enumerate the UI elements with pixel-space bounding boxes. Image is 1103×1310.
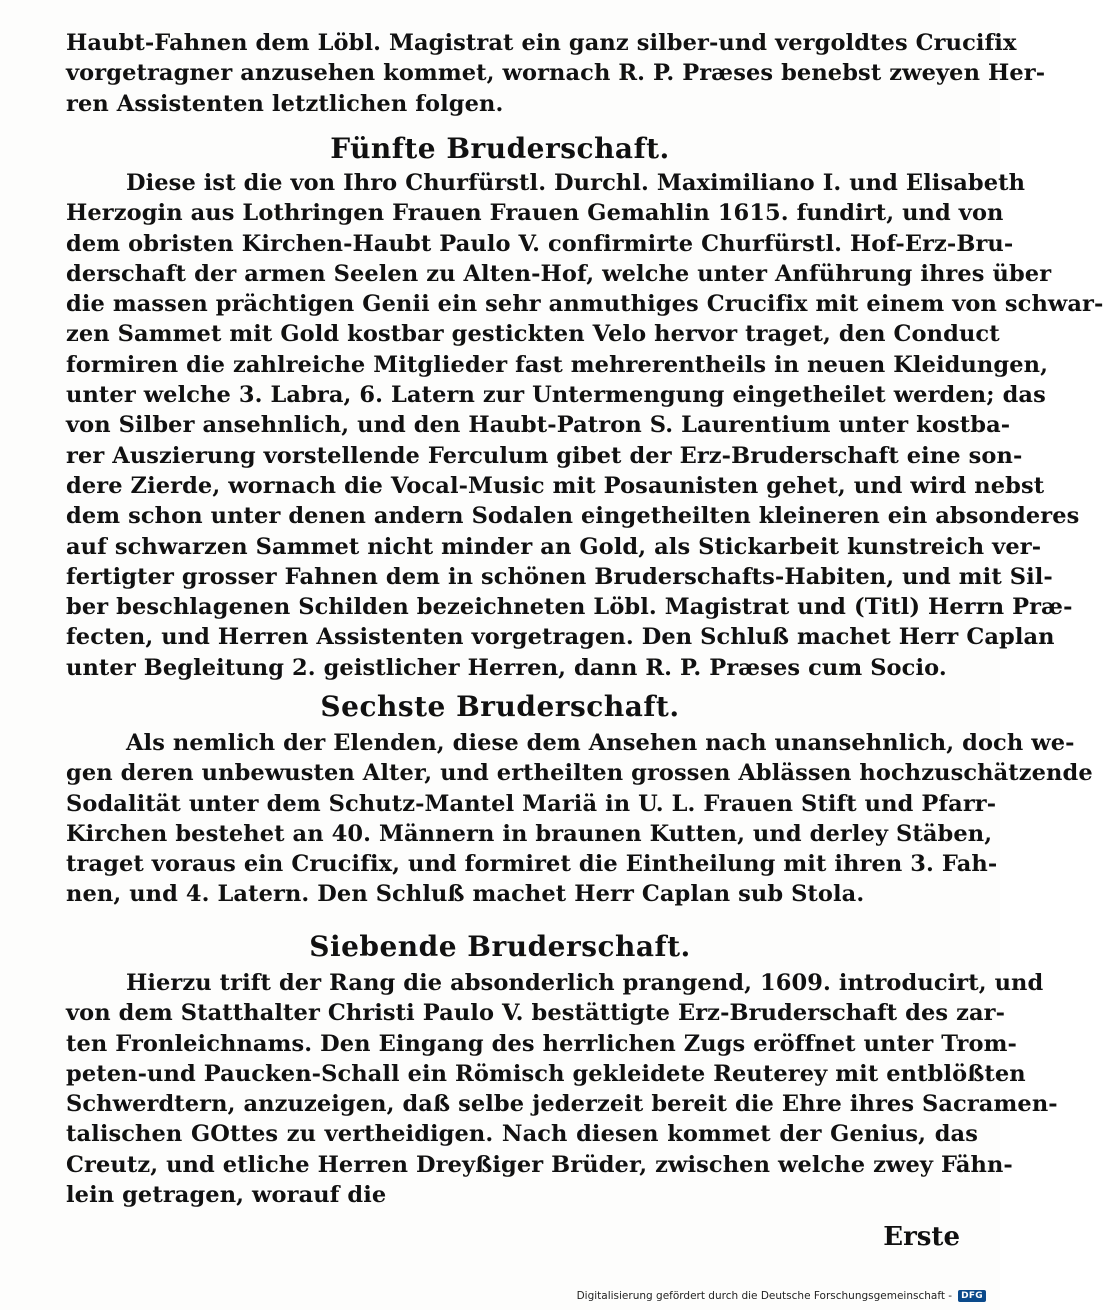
section-body-siebende: [66, 968, 1058, 1210]
text-line: unter Begleitung 2. geistlicher Herren, dann R. P. Præses cum Socio.: [66, 654, 947, 681]
text-line: Creutz, und etliche Herren Dreyßiger Brüder, zwischen welche zwey Fähn-: [66, 1151, 1013, 1178]
text-line: talischen GOttes zu vertheidigen. Nach diesen kommet der Genius, das: [66, 1121, 978, 1148]
text-line: unter welche 3. Labra, 6. Latern zur Untermengung eingetheilet werden; das: [66, 382, 1046, 409]
text-line: Hierzu trift der Rang die absonderlich prangend, 1609. introducirt, und: [126, 970, 1044, 996]
text-line: ren Assistenten letztlichen folgen.: [66, 90, 504, 117]
digitization-footer: [577, 1290, 986, 1302]
text-line: gen deren unbewusten Alter, und ertheilten grossen Ablässen hochzuschätzende: [66, 760, 1093, 787]
intro-paragraph: [66, 28, 1046, 119]
text-line: Sodalität unter dem Schutz-Mantel Mariä in U. L. Frauen Stift und Pfarr-: [66, 790, 997, 817]
text-line: fertigter grosser Fahnen dem in schönen Bruderschafts-Habiten, und mit Sil-: [66, 563, 1053, 590]
dfg-logo-icon: DFG: [958, 1290, 986, 1302]
text-line: formiren die zahlreiche Mitglieder fast mehrerentheils in neuen Kleidungen,: [66, 351, 1049, 378]
text-line: die massen prächtigen Genii ein sehr anmuthiges Crucifix mit einem von schwar-: [66, 291, 1103, 318]
section-heading-sechste: Sechste Bruderschaft.: [320, 690, 680, 723]
text-line: fecten, und Herren Assistenten vorgetragen. Den Schluß machet Herr Caplan: [66, 624, 1055, 651]
section-heading-siebende: Siebende Bruderschaft.: [309, 930, 691, 963]
text-line: traget voraus ein Crucifix, und formiret die Eintheilung mit ihren 3. Fah-: [66, 851, 998, 878]
text-line: Haubt-Fahnen dem Löbl. Magistrat ein ganz silber-und vergoldtes Crucifix: [66, 30, 1017, 56]
text-line: peten-und Paucken-Schall ein Römisch gekleidete Reuterey mit entblößten: [66, 1060, 1026, 1087]
text-line: dem schon unter denen andern Sodalen eingetheilten kleineren ein absonderes: [66, 503, 1080, 530]
text-line: Als nemlich der Elenden, diese dem Ansehen nach unansehnlich, doch we-: [126, 730, 1075, 756]
footer-text: Digitalisierung gefördert durch die Deutsche Forschungsgemeinschaft -: [576, 1290, 953, 1302]
text-line: von Silber ansehnlich, und den Haubt-Patron S. Laurentium unter kostba-: [66, 412, 1011, 439]
text-line: lein getragen, worauf die: [66, 1182, 387, 1209]
text-line: dem obristen Kirchen-Haubt Paulo V. confirmirte Churfürstl. Hof-Erz-Bru-: [66, 230, 1014, 257]
text-line: rer Auszierung vorstellende Ferculum gibet der Erz-Bruderschaft eine son-: [66, 442, 1023, 469]
text-line: vorgetragner anzusehen kommet, wornach R. P. Præses benebst zweyen Her-: [66, 60, 1046, 87]
text-line: Herzogin aus Lothringen Frauen Frauen Gemahlin 1615. fundirt, und von: [66, 200, 1004, 227]
section-body-sechste: [66, 728, 1093, 910]
text-line: derschaft der armen Seelen zu Alten-Hof, welche unter Anführung ihres über: [66, 260, 1052, 287]
text-line: dere Zierde, wornach die Vocal-Music mit Posaunisten gehet, und wird nebst: [66, 472, 1045, 499]
text-line: nen, und 4. Latern. Den Schluß machet Herr Caplan sub Stola.: [66, 881, 865, 908]
text-line: ber beschlagenen Schilden bezeichneten Löbl. Magistrat und (Titl) Herrn Præ-: [66, 594, 1073, 621]
text-line: auf schwarzen Sammet nicht minder an Gold, als Stickarbeit kunstreich ver-: [66, 533, 1042, 560]
text-line: zen Sammet mit Gold kostbar gestickten Velo hervor traget, den Conduct: [66, 321, 1000, 348]
text-line: ten Fronleichnams. Den Eingang des herrlichen Zugs eröffnet unter Trom-: [66, 1030, 1017, 1057]
text-line: Schwerdtern, anzuzeigen, daß selbe jederzeit bereit die Ehre ihres Sacramen-: [66, 1091, 1058, 1118]
section-heading-fuenfte: Fünfte Bruderschaft.: [330, 132, 670, 165]
text-line: von dem Statthalter Christi Paulo V. bestättigte Erz-Bruderschaft des zar-: [66, 1000, 1006, 1027]
text-line: Kirchen bestehet an 40. Männern in braunen Kutten, und derley Stäben,: [66, 820, 993, 847]
section-body-fuenfte: [66, 168, 1103, 683]
catchword: Erste: [883, 1222, 960, 1252]
text-line: Diese ist die von Ihro Churfürstl. Durchl. Maximiliano I. und Elisabeth: [126, 170, 1026, 196]
